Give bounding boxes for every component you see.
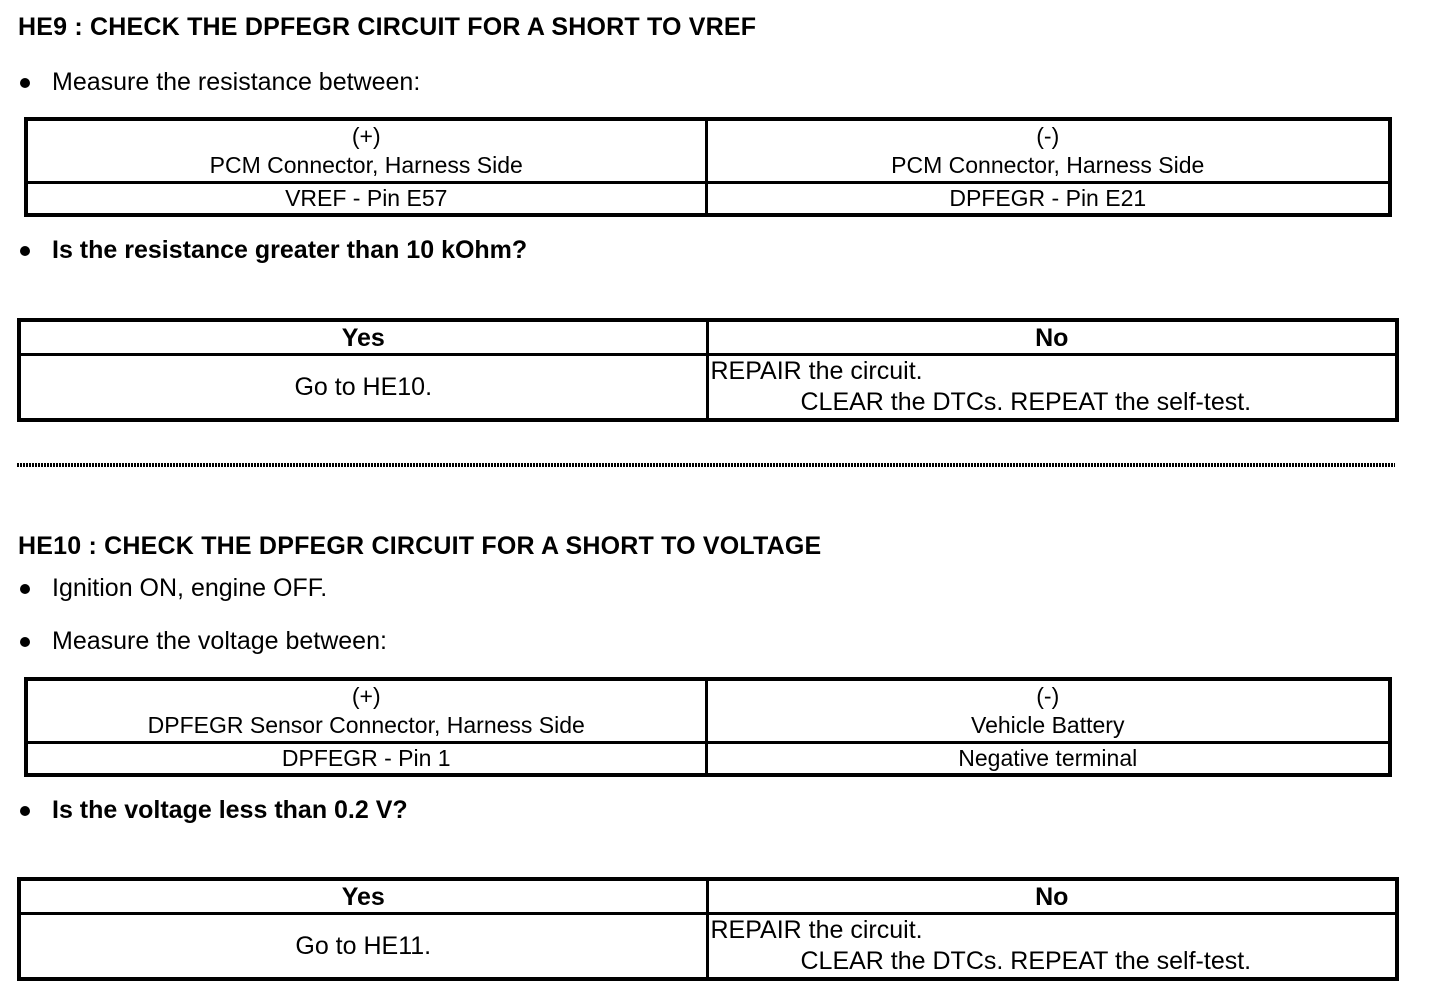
he10-yes-header: Yes — [19, 879, 707, 914]
bullet-icon — [20, 78, 30, 88]
he10-minus-value: Negative terminal — [706, 742, 1390, 775]
he10-plus-value: DPFEGR - Pin 1 — [26, 742, 706, 775]
he9-no-action-line1: REPAIR the circuit. — [710, 357, 923, 385]
bullet-icon — [20, 584, 30, 594]
he9-no-header: No — [707, 320, 1397, 355]
he10-minus-label: Vehicle Battery — [971, 711, 1125, 738]
he10-minus-header — [706, 679, 1390, 742]
he10-question-bullet — [18, 796, 408, 825]
he9-plus-symbol: (+) — [351, 122, 381, 149]
he10-no-action — [707, 914, 1397, 980]
he9-yes-action: Go to HE10. — [19, 355, 707, 421]
he10-title: HE10 : CHECK THE DPFEGR CIRCUIT FOR A SHORT TO VOLTAGE — [18, 532, 822, 560]
he10-plus-label: DPFEGR Sensor Connector, Harness Side — [147, 711, 585, 738]
he9-minus-symbol: (-) — [1036, 122, 1060, 149]
he10-result-table — [17, 877, 1399, 981]
he9-yes-header: Yes — [19, 320, 707, 355]
he9-plus-label: PCM Connector, Harness Side — [209, 151, 523, 178]
section-divider — [17, 463, 1395, 467]
he10-plus-header — [26, 679, 706, 742]
bullet-icon — [20, 637, 30, 647]
he10-measure-table — [24, 677, 1392, 777]
he9-measure-bullet — [18, 68, 420, 97]
he9-question-bullet — [18, 236, 527, 265]
he10-question-text: Is the voltage less than 0.2 V? — [52, 796, 408, 824]
he10-no-action-line2: CLEAR the DTCs. REPEAT the self-test. — [800, 947, 1252, 975]
he9-result-table — [17, 318, 1399, 422]
he9-plus-header — [26, 119, 706, 182]
he9-no-action-line2: CLEAR the DTCs. REPEAT the self-test. — [800, 388, 1252, 416]
he10-ignition-text: Ignition ON, engine OFF. — [52, 574, 328, 602]
he10-measure-text: Measure the voltage between: — [52, 627, 387, 655]
he9-minus-label: PCM Connector, Harness Side — [891, 151, 1205, 178]
he9-minus-header — [706, 119, 1390, 182]
he9-plus-value: VREF - Pin E57 — [26, 182, 706, 215]
he9-measure-text: Measure the resistance between: — [52, 68, 421, 96]
he10-plus-symbol: (+) — [351, 682, 381, 709]
he9-minus-value: DPFEGR - Pin E21 — [706, 182, 1390, 215]
he9-question-text: Is the resistance greater than 10 kOhm? — [52, 236, 528, 264]
bullet-icon — [20, 246, 30, 256]
he9-measure-table — [24, 117, 1392, 217]
bullet-icon — [20, 806, 30, 816]
he10-ignition-bullet — [18, 574, 327, 603]
he10-no-action-line1: REPAIR the circuit. — [710, 916, 923, 944]
he9-title: HE9 : CHECK THE DPFEGR CIRCUIT FOR A SHORT TO VREF — [18, 13, 757, 41]
he10-yes-action: Go to HE11. — [19, 914, 707, 980]
he10-no-header: No — [707, 879, 1397, 914]
he10-minus-symbol: (-) — [1036, 682, 1060, 709]
he10-measure-bullet — [18, 627, 387, 656]
he9-no-action — [707, 355, 1397, 421]
